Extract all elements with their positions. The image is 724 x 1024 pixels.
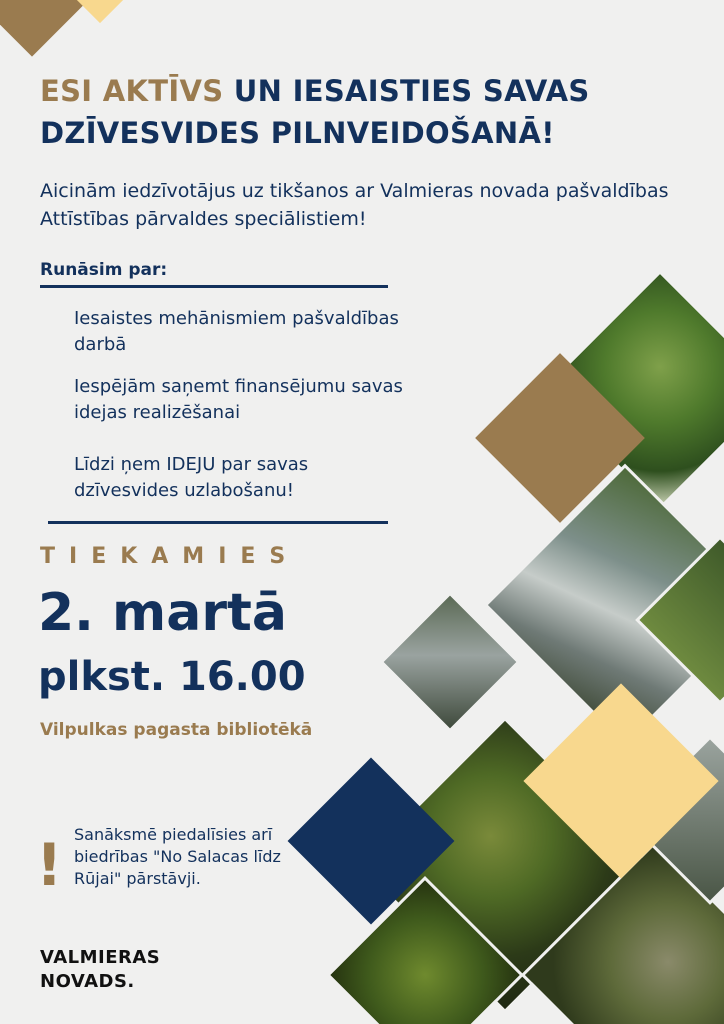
logo-line-2: NOVADS. bbox=[40, 971, 135, 992]
topic-item-3: Līdzi ņem IDEJU par savas dzīvesvides uzlabošanu! bbox=[74, 454, 309, 501]
meeting-date: 2. martā bbox=[38, 583, 287, 643]
headline bbox=[40, 70, 700, 154]
logo-line-1: VALMIERAS bbox=[40, 947, 161, 968]
topics-divider-bottom bbox=[48, 521, 388, 524]
topic-item-1: Iesaistes mehānismiem pašvaldības darbā bbox=[74, 308, 399, 355]
note-text: Sanāksmē piedalīsies arī biedrības "No Salacas līdz Rūjai" pārstāvji. bbox=[74, 825, 281, 888]
meeting-label: TIEKAMIES bbox=[40, 544, 300, 569]
topics-title: Runāsim par: bbox=[40, 260, 168, 280]
logo bbox=[40, 946, 160, 994]
meeting-venue: Vilpulkas pagasta bibliotēkā bbox=[40, 720, 313, 740]
topic-item-2: Iespējām saņemt finansējumu savas idejas realizēšanai bbox=[74, 376, 403, 423]
intro-text: Aicinām iedzīvotājus uz tikšanos ar Valmieras novada pašvaldības Attīstības pārvaldes speciālistiem! bbox=[40, 180, 669, 230]
exclamation-icon: ! bbox=[36, 831, 63, 899]
meeting-time: plkst. 16.00 bbox=[38, 654, 306, 700]
topics-divider-top bbox=[40, 285, 388, 288]
headline-rest: UN IESAISTIES SAVAS DZĪVESVIDES PILNVEIDOŠANĀ! bbox=[40, 74, 590, 150]
headline-accent: ESI AKTĪVS bbox=[40, 74, 224, 108]
corner-diamond-brown bbox=[0, 0, 89, 57]
